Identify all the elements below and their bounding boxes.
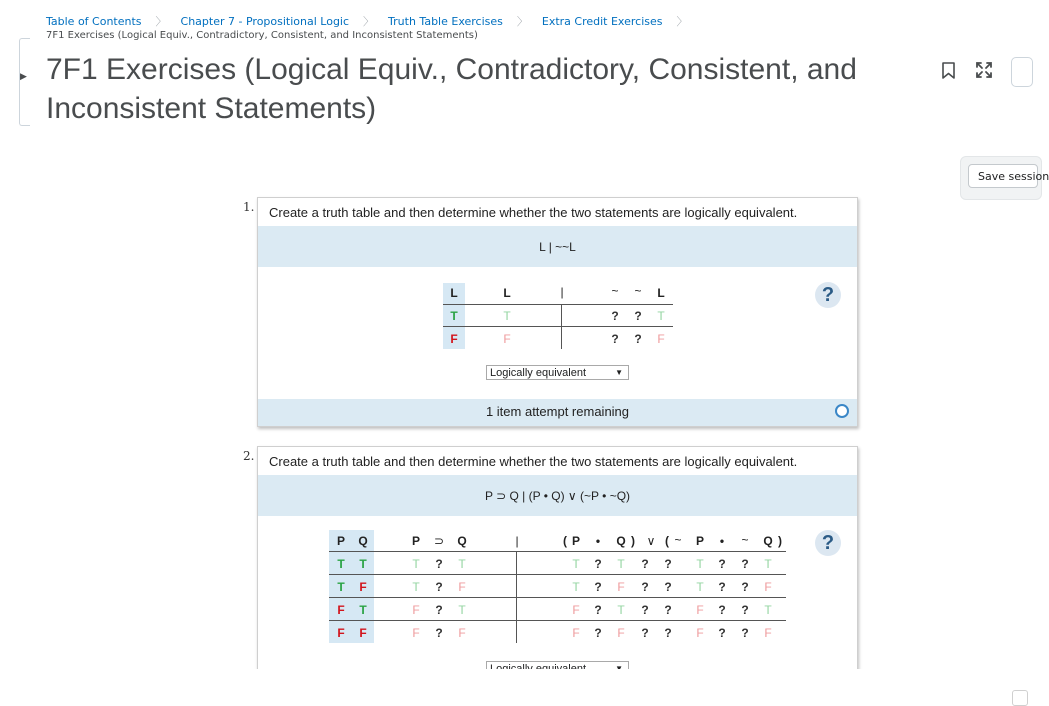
table-cell: F — [337, 626, 345, 640]
question-number: 1. — [243, 200, 255, 214]
help-icon[interactable]: ? — [815, 530, 841, 556]
dropdown-arrow-icon: ▼ — [615, 368, 623, 377]
table-cell: T — [412, 580, 420, 594]
statement-text: P ⊃ Q | (P • Q) ∨ (~P • ~Q) — [484, 489, 631, 503]
table-cell-unknown[interactable]: ? — [594, 580, 602, 594]
table-cell: T — [359, 557, 367, 571]
table-cell: F — [450, 332, 458, 346]
table-cell: F — [617, 626, 625, 640]
table-cell: T — [359, 603, 367, 617]
table-cell-unknown[interactable]: ? — [435, 603, 443, 617]
table-cell: F — [657, 332, 665, 346]
table-cell-unknown[interactable]: ? — [718, 603, 726, 617]
table-header-cell: Q — [763, 534, 773, 548]
table-cell: F — [572, 626, 580, 640]
table-cell-unknown[interactable]: ? — [641, 557, 649, 571]
table-cell-unknown[interactable]: ? — [634, 309, 642, 323]
table-cell-unknown[interactable]: ? — [611, 309, 619, 323]
table-cell: T — [572, 580, 580, 594]
caret-right-icon[interactable]: ▶ — [20, 72, 27, 82]
table-divider — [516, 551, 517, 643]
table-cell: F — [412, 626, 420, 640]
table-cell-unknown[interactable]: ? — [641, 626, 649, 640]
table-cell: F — [412, 603, 420, 617]
table-cell-unknown[interactable]: ? — [611, 332, 619, 346]
table-cell-unknown[interactable]: ? — [435, 626, 443, 640]
table-cell-unknown[interactable]: ? — [435, 580, 443, 594]
scroll-corner[interactable] — [1012, 690, 1028, 706]
table-cell-unknown[interactable]: ? — [718, 557, 726, 571]
breadcrumb-current: 7F1 Exercises (Logical Equiv., Contradictory, Consistent, and Inconsistent Statements) — [46, 30, 478, 41]
table-cell: T — [458, 603, 466, 617]
table-header-cell: ( — [563, 534, 567, 548]
page-title: 7F1 Exercises (Logical Equiv., Contradictory, Consistent, and Inconsistent Statements) — [46, 53, 857, 125]
table-header-cell: L — [503, 286, 511, 300]
table-cell: F — [572, 603, 580, 617]
table-header-cell: • — [595, 534, 601, 548]
table-cell: F — [696, 626, 704, 640]
table-cell-unknown[interactable]: ? — [664, 603, 672, 617]
breadcrumb-link-toc[interactable]: Table of Contents — [46, 14, 142, 28]
table-cell: T — [617, 557, 625, 571]
table-cell: F — [764, 580, 772, 594]
table-cell-unknown[interactable]: ? — [641, 603, 649, 617]
table-cell: F — [359, 626, 367, 640]
table-cell: T — [337, 580, 345, 594]
breadcrumb — [46, 13, 702, 29]
attempts-remaining: 1 item attempt remaining — [485, 404, 630, 419]
table-cell: F — [458, 580, 466, 594]
question-prompt: Create a truth table and then determine whether the two statements are logically equivalent. — [269, 454, 798, 469]
table-cell: F — [337, 603, 345, 617]
table-header-cell: ~ — [611, 284, 619, 298]
status-radio[interactable] — [835, 404, 849, 418]
table-cell-unknown[interactable]: ? — [741, 603, 749, 617]
table-header-cell: ∨ — [646, 534, 656, 548]
table-cell: T — [764, 603, 772, 617]
fullscreen-icon[interactable] — [975, 61, 993, 79]
table-cell: F — [359, 580, 367, 594]
table-cell: T — [617, 603, 625, 617]
table-row-rule — [329, 574, 786, 575]
table-cell: T — [657, 309, 665, 323]
table-header-cell: ) — [631, 534, 635, 548]
table-header-cell: L — [450, 286, 458, 300]
table-cell-unknown[interactable]: ? — [634, 332, 642, 346]
table-cell: T — [572, 557, 580, 571]
table-header-cell: ( — [665, 534, 669, 548]
question-number: 2. — [243, 449, 255, 463]
table-cell-unknown[interactable]: ? — [594, 626, 602, 640]
table-header-cell: ~ — [674, 533, 682, 547]
table-header-rule — [329, 551, 786, 552]
table-header-cell: ~ — [741, 533, 749, 547]
breadcrumb-separator: 〉 — [676, 15, 688, 28]
breadcrumb-link-chapter[interactable]: Chapter 7 - Propositional Logic — [180, 14, 350, 28]
table-header-cell: | — [515, 534, 519, 548]
table-header-cell: ) — [778, 534, 782, 548]
table-row-rule — [329, 597, 786, 598]
table-cell: T — [764, 557, 772, 571]
table-cell-unknown[interactable]: ? — [594, 603, 602, 617]
table-header-cell: L — [657, 286, 665, 300]
table-cell: F — [503, 332, 511, 346]
table-cell-unknown[interactable]: ? — [718, 626, 726, 640]
table-cell: T — [337, 557, 345, 571]
table-divider — [561, 304, 562, 349]
table-header-cell: | — [560, 285, 564, 299]
table-cell-unknown[interactable]: ? — [435, 557, 443, 571]
collapse-handle[interactable] — [19, 38, 30, 126]
table-header-cell: P — [571, 534, 580, 548]
table-header-cell: P — [695, 534, 704, 548]
breadcrumb-separator: 〉 — [155, 15, 167, 28]
breadcrumb-separator: 〉 — [363, 15, 375, 28]
table-cell-unknown[interactable]: ? — [741, 580, 749, 594]
table-cell-unknown[interactable]: ? — [741, 626, 749, 640]
table-header-rule — [443, 304, 673, 305]
breadcrumb-link-truth-tables[interactable]: Truth Table Exercises — [388, 14, 503, 28]
table-header-cell: Q — [457, 534, 467, 548]
table-cell: F — [458, 626, 466, 640]
table-header-cell: P — [411, 534, 420, 548]
table-cell-unknown[interactable]: ? — [664, 557, 672, 571]
table-cell: T — [458, 557, 466, 571]
breadcrumb-link-extra-credit[interactable]: Extra Credit Exercises — [541, 14, 663, 28]
table-header-cell: Q — [616, 534, 626, 548]
table-cell-unknown[interactable]: ? — [664, 580, 672, 594]
table-cell-unknown[interactable]: ? — [641, 580, 649, 594]
table-cell: F — [696, 603, 704, 617]
table-row-rule — [329, 620, 786, 621]
save-session-button[interactable]: Save session — [968, 164, 1038, 188]
table-row-rule — [443, 326, 673, 327]
answer-dropdown[interactable] — [486, 365, 629, 380]
table-header-cell: ⊃ — [433, 534, 445, 548]
side-panel-tab[interactable] — [1011, 57, 1033, 87]
question-prompt: Create a truth table and then determine whether the two statements are logically equivalent. — [269, 205, 798, 220]
table-header-cell: ~ — [634, 284, 642, 298]
table-cell-unknown[interactable]: ? — [664, 626, 672, 640]
table-cell-unknown[interactable]: ? — [741, 557, 749, 571]
table-cell: F — [617, 580, 625, 594]
table-cell-unknown[interactable]: ? — [594, 557, 602, 571]
table-header-cell: • — [719, 534, 725, 548]
breadcrumb-separator: 〉 — [516, 15, 528, 28]
page-footer-area — [0, 669, 1024, 701]
table-cell-unknown[interactable]: ? — [718, 580, 726, 594]
table-cell: T — [696, 580, 704, 594]
table-header-cell: Q — [358, 534, 368, 548]
table-cell: F — [764, 626, 772, 640]
table-header-cell: P — [336, 534, 345, 548]
table-cell: T — [696, 557, 704, 571]
table-cell: T — [503, 309, 511, 323]
table-cell: T — [450, 309, 458, 323]
bookmark-icon[interactable] — [941, 62, 956, 79]
answer-dropdown-value: Logically equivalent — [490, 367, 587, 379]
statement-text: L | ~~L — [539, 240, 576, 254]
help-icon[interactable]: ? — [815, 282, 841, 308]
table-cell: T — [412, 557, 420, 571]
